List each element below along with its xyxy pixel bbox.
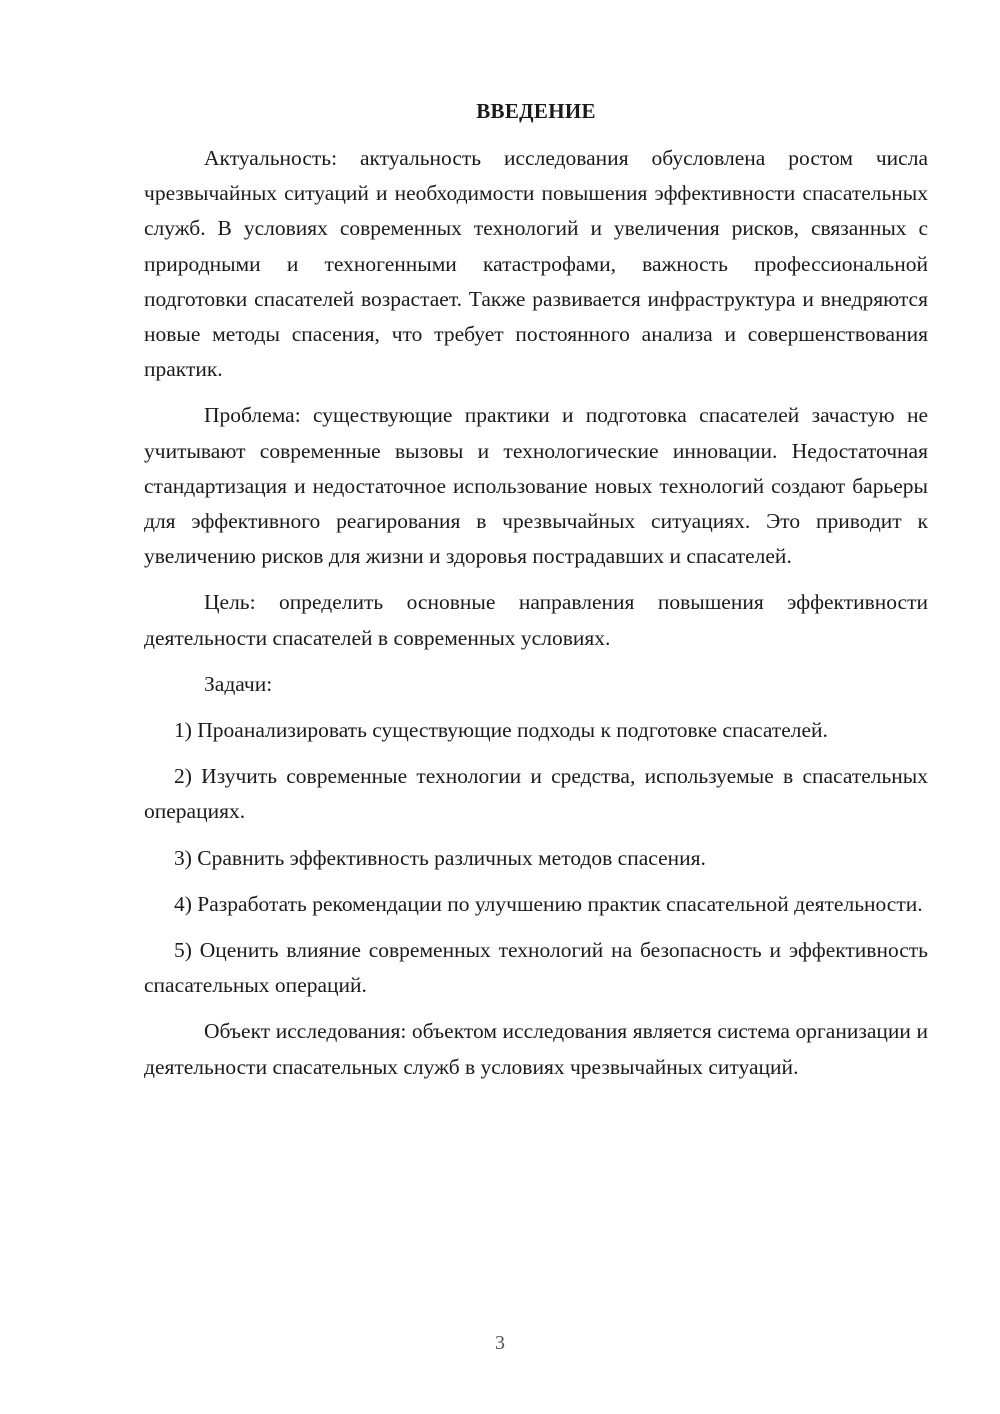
goal-paragraph: Цель: определить основные направления повышения эффективности деятельности спасателей в современных условиях. — [144, 590, 928, 650]
object-paragraph: Объект исследования: объектом исследования является система организации и деятельности спасательных служб в условиях чрезвычайных ситуаций. — [144, 1019, 928, 1079]
task-item-1: 1) Проанализировать существующие подходы к подготовке спасателей. — [174, 718, 828, 743]
tasks-heading: Задачи: — [204, 671, 273, 696]
task-item-3: 3) Сравнить эффективность различных методов спасения. — [174, 845, 706, 870]
document-page — [144, 94, 928, 1096]
task-item-5: 5) Оценить влияние современных технологий на безопасность и эффективность спасательных операций. — [144, 938, 928, 998]
section-title: ВВЕДЕНИЕ — [476, 99, 596, 123]
task-item-4: 4) Разработать рекомендации по улучшению практик спасательной деятельности. — [174, 891, 923, 916]
page-number: 3 — [495, 1332, 505, 1354]
problem-paragraph: Проблема: существующие практики и подготовка спасателей зачастую не учитывают современные вызовы и технологические инновации. Недостаточная стандартизация и недостаточное использование новых технологий создают барьеры для эффективного реагирования в чрезвычайных ситуациях. Это приводит к увеличению рисков для жизни и здоровья пострадавших и спасателей. — [144, 403, 928, 569]
relevance-paragraph: Актуальность: актуальность исследования обусловлена ростом числа чрезвычайных ситуаций и необходимости повышения эффективности спасательных служб. В условиях современных технологий и увеличения рисков, связанных с природными и техногенными катастрофами, важность профессиональной подготовки спасателей возрастает. Также развивается инфраструктура и внедряются новые методы спасения, что требует постоянного анализа и совершенствования практик. — [144, 146, 928, 382]
task-item-2: 2) Изучить современные технологии и средства, используемые в спасательных операциях. — [144, 764, 928, 824]
